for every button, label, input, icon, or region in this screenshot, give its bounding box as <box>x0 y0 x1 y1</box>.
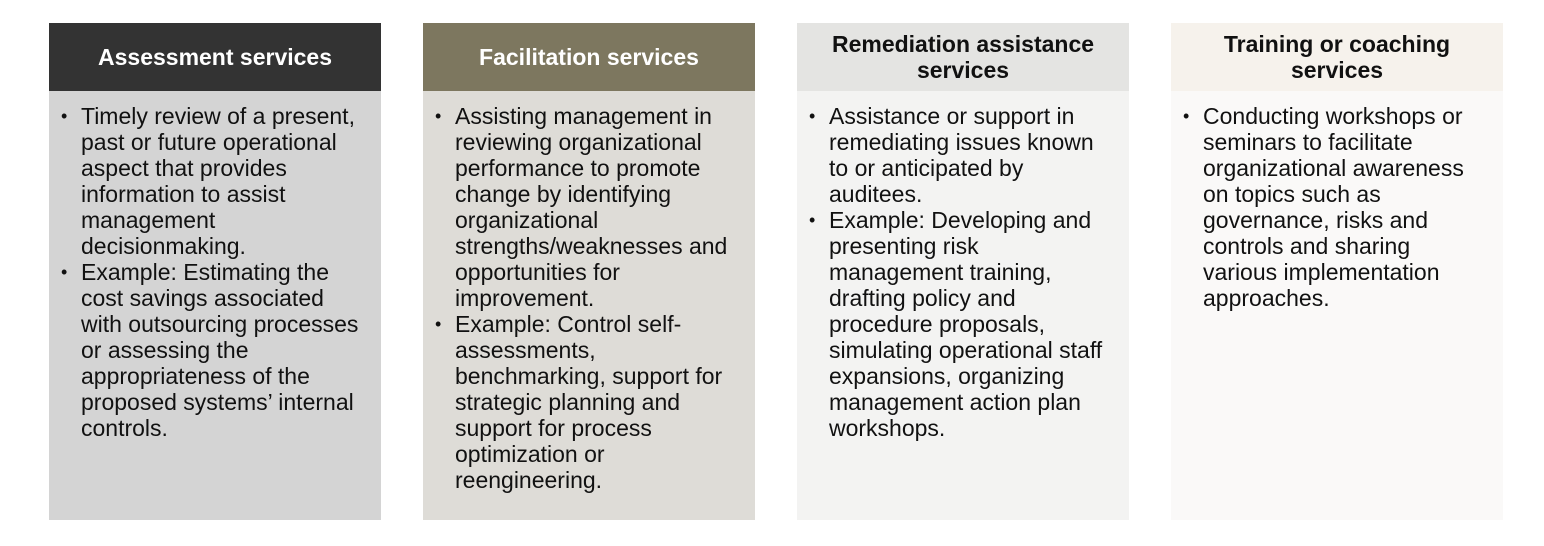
column-facilitation-services <box>423 23 755 520</box>
column-title: Facilitation services <box>479 44 699 70</box>
bullet-item: • Assisting management in reviewing organizational performance to promote change by identifying organizational strengths/weaknesses and opportunities for improvement. <box>435 103 741 311</box>
bullet-item: • Conducting workshops or seminars to facilitate organizational awareness on topics such as governance, risks and controls and sharing various implementation approaches. <box>1183 103 1489 311</box>
column-training-or-coaching-services <box>1171 23 1503 520</box>
bullet-item: • Example: Estimating the cost savings associated with outsourcing processes or assessing the appropriateness of the proposed systems’ internal controls. <box>61 259 367 441</box>
column-body <box>423 91 755 520</box>
column-body <box>1171 91 1503 520</box>
column-header <box>423 23 755 91</box>
column-header <box>49 23 381 91</box>
bullet-item: • Timely review of a present, past or future operational aspect that provides information to assist management decisionmaking. <box>61 103 367 259</box>
column-title: Training or coaching services <box>1223 31 1451 83</box>
bullet-item: • Assistance or support in remediating issues known to or anticipated by auditees. <box>809 103 1115 207</box>
column-header <box>797 23 1129 91</box>
bullet-item: • Example: Control self-assessments, benchmarking, support for strategic planning and support for process optimization or reengineering. <box>435 311 741 493</box>
column-body <box>797 91 1129 520</box>
column-assessment-services <box>49 23 381 520</box>
column-remediation-assistance-services <box>797 23 1129 520</box>
column-title: Remediation assistance services <box>831 31 1095 83</box>
column-title: Assessment services <box>98 44 332 70</box>
column-body <box>49 91 381 520</box>
bullet-item: • Example: Developing and presenting risk management training, drafting policy and procedure proposals, simulating operational staff expansions, organizing management action plan workshops. <box>809 207 1115 441</box>
column-header <box>1171 23 1503 91</box>
